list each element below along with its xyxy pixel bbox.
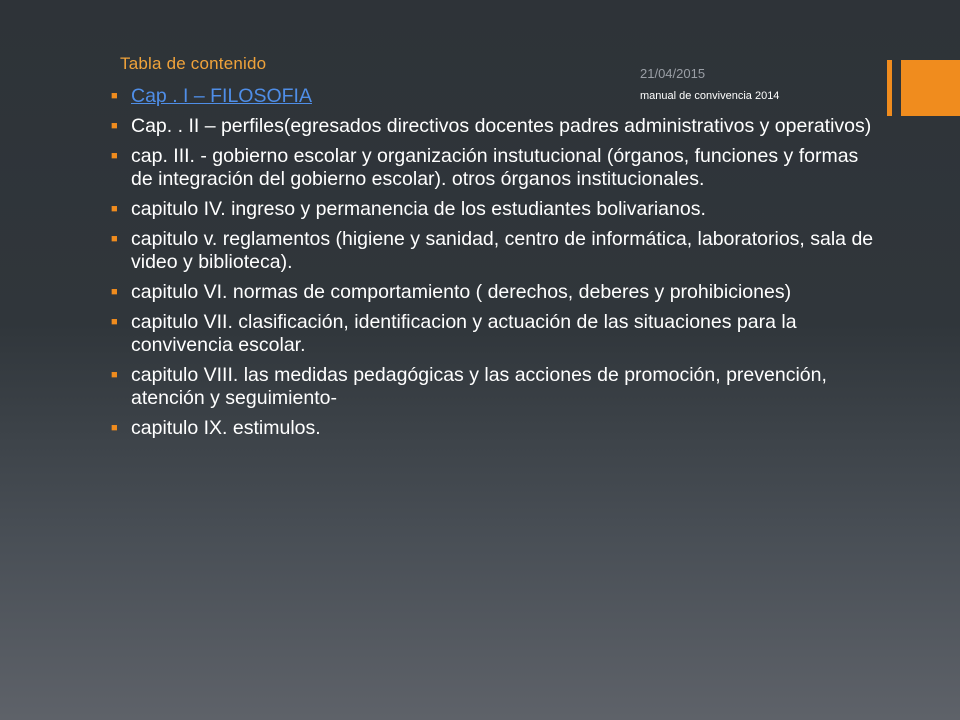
square-bullet-icon: ■: [111, 150, 118, 162]
toc-item-text: Cap. . II – perfiles(egresados directivos docentes padres administrativos y operativos): [131, 115, 872, 137]
toc-item-chapter-2: [108, 115, 880, 138]
toc-item-text: capitulo v. reglamentos (higiene y sanidad, centro de informática, laboratorios, sala de video y biblioteca).: [131, 228, 874, 273]
square-bullet-icon: ■: [111, 286, 118, 298]
square-bullet-icon: ■: [111, 422, 118, 434]
toc-item-chapter-5: [108, 228, 880, 274]
table-of-contents: [108, 85, 880, 447]
toc-item-chapter-8: [108, 364, 880, 410]
square-bullet-icon: ■: [111, 369, 118, 381]
accent-bar-thin: [887, 60, 892, 116]
slide-title: Tabla de contenido: [120, 54, 267, 73]
toc-item-chapter-7: [108, 311, 880, 357]
square-bullet-icon: ■: [111, 120, 118, 132]
square-bullet-icon: ■: [111, 90, 118, 102]
accent-bar-thick: [901, 60, 960, 116]
toc-item-text: capitulo VI. normas de comportamiento ( derechos, deberes y prohibiciones): [131, 281, 792, 303]
toc-item-text: capitulo VIII. las medidas pedagógicas y las acciones de promoción, prevención, atención y seguimiento-: [131, 364, 827, 409]
toc-item-text: capitulo IV. ingreso y permanencia de los estudiantes bolivarianos.: [131, 198, 706, 220]
toc-link-filosofia[interactable]: Cap . I – FILOSOFIA: [131, 85, 312, 107]
toc-item-chapter-1: [108, 85, 880, 108]
toc-item-text: capitulo VII. clasificación, identificacion y actuación de las situaciones para la convivencia escolar.: [131, 311, 797, 356]
square-bullet-icon: ■: [111, 316, 118, 328]
square-bullet-icon: ■: [111, 203, 118, 215]
slide-date: 21/04/2015: [640, 66, 706, 81]
toc-item-text: cap. III. - gobierno escolar y organización instutucional (órganos, funciones y formas de integración del gobierno escolar). otros órganos institucionales.: [131, 145, 859, 190]
square-bullet-icon: ■: [111, 233, 118, 245]
toc-item-chapter-6: [108, 281, 880, 304]
toc-item-text: capitulo IX. estimulos.: [131, 417, 321, 439]
toc-item-chapter-9: [108, 417, 880, 440]
slide-footer: manual de convivencia 2014: [640, 90, 780, 102]
toc-item-chapter-3: [108, 145, 880, 191]
toc-item-chapter-4: [108, 198, 880, 221]
